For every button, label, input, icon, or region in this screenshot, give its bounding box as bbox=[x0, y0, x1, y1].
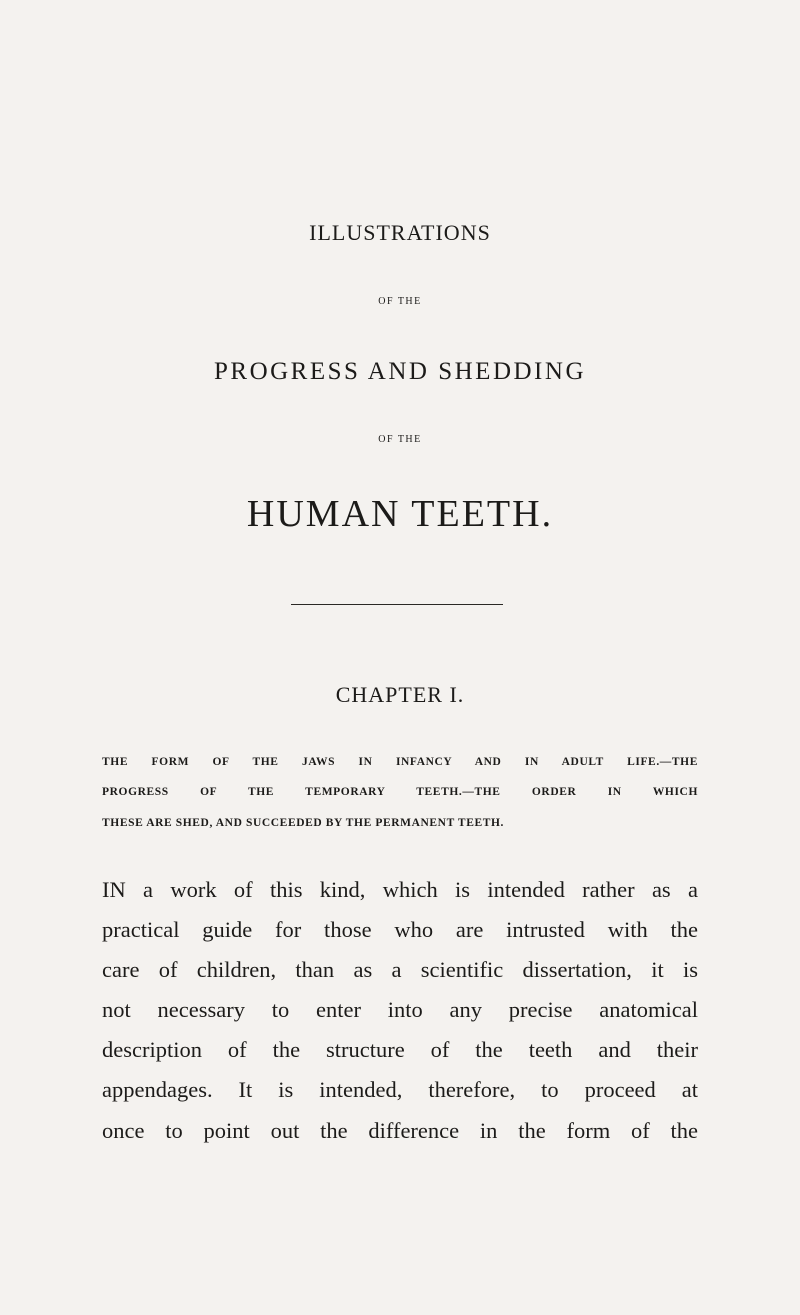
body-text-line-7: once to point out the difference in the form of the bbox=[102, 1118, 698, 1143]
title-line-illustrations: ILLUSTRATIONS bbox=[309, 220, 491, 245]
chapter-summary-line-1: THE FORM OF THE JAWS IN INFANCY AND IN ADULT LIFE.—THE bbox=[102, 756, 698, 768]
chapter-summary-line-3: THESE ARE SHED, AND SUCCEEDED BY THE PERMANENT TEETH. bbox=[102, 817, 505, 829]
body-text-line-5: description of the structure of the teeth and their bbox=[102, 1037, 698, 1062]
title-line-human-teeth: HUMAN TEETH. bbox=[246, 493, 554, 535]
title-line-progress-and-shedding: PROGRESS AND SHEDDING bbox=[214, 358, 586, 385]
body-text-line-1: IN a work of this kind, which is intended rather as a bbox=[102, 877, 698, 902]
body-text-line-4: not necessary to enter into any precise anatomical bbox=[102, 997, 698, 1022]
title-line-of-the-1: OF THE bbox=[378, 296, 422, 307]
body-text-line-6: appendages. It is intended, therefore, to proceed at bbox=[102, 1077, 698, 1102]
chapter-summary-line-2: PROGRESS OF THE TEMPORARY TEETH.—THE ORDER IN WHICH bbox=[102, 786, 698, 798]
title-line-of-the-2: OF THE bbox=[378, 434, 422, 445]
body-text-line-2: practical guide for those who are intrusted with the bbox=[102, 917, 698, 942]
body-text-line-3: care of children, than as a scientific dissertation, it is bbox=[102, 957, 698, 982]
horizontal-rule bbox=[291, 604, 503, 605]
chapter-heading: CHAPTER I. bbox=[335, 682, 465, 707]
